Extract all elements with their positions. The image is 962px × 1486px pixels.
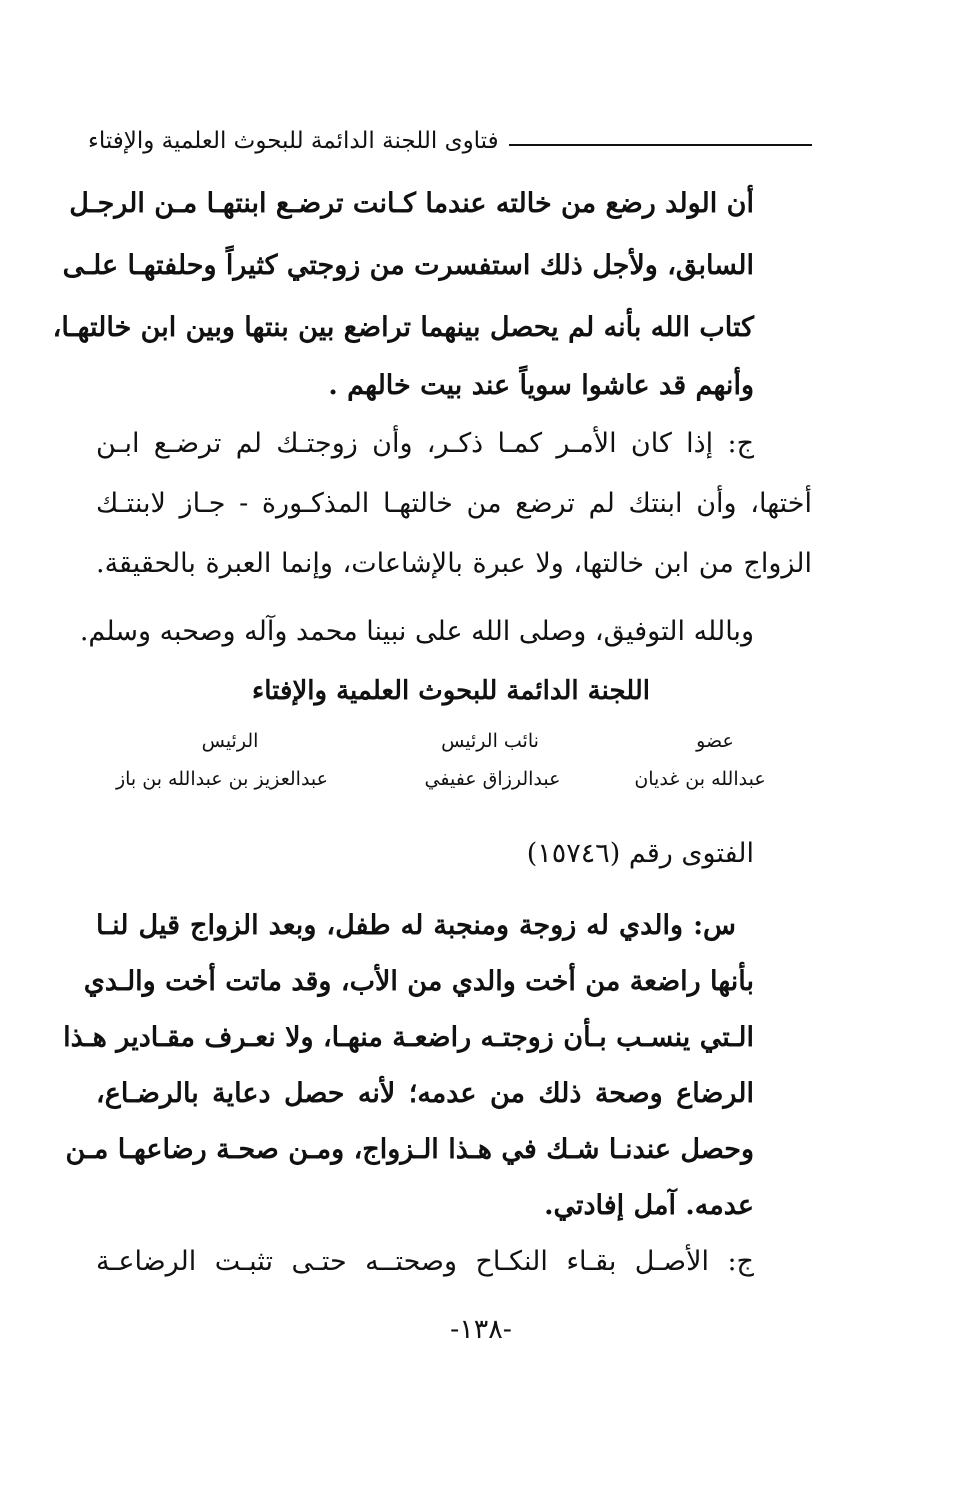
fatwa-number: الفتوى رقم (١٥٧٤٦) xyxy=(526,838,754,869)
question-line: وحصل عندنـا شـك في هـذا الـزواج، ومـن صحـة رضاعهـا مـن xyxy=(65,1134,754,1165)
question-line: عدمه. آمل إفادتي. xyxy=(544,1190,754,1221)
question-line: كتاب الله بأنه لم يحصل بينهما تراضع بين بنتها وبين ابن خالتهـا، xyxy=(52,312,754,343)
president-name: عبدالعزيز بن عبدالله بن باز xyxy=(115,768,329,790)
answer-line: الزواج من ابن خالتها، ولا عبرة بالإشاعات، وإنما العبرة بالحقيقة. xyxy=(96,548,812,579)
closing-line: وبالله التوفيق، وصلى الله على نبينا محمد وآله وصحبه وسلم. xyxy=(79,616,754,647)
running-header-title: فتاوى اللجنة الدائمة للبحوث العلمية والإفتاء xyxy=(88,128,499,154)
page-number: -١٣٨- xyxy=(450,1314,512,1345)
vice-president-name: عبدالرزاق عفيفي xyxy=(424,768,561,790)
answer-line: ج: الأصـل بقـاء النكـاح وصحتــه حتـى تثبـت الرضاعـة xyxy=(96,1246,754,1277)
member-name: عبدالله بن غديان xyxy=(634,768,766,790)
question-line: وأنهم قد عاشوا سوياً عند بيت خالهم . xyxy=(328,370,754,401)
answer-line: ج: إذا كان الأمـر كمـا ذكـر، وأن زوجتـك لم ترضـع ابـن xyxy=(96,428,754,459)
vice-president-role: نائب الرئيس xyxy=(441,730,539,752)
question-line: الـتي ينسـب بـأن زوجتـه راضعـة منهـا، ولا نعـرف مقـادير هـذا xyxy=(63,1022,754,1053)
question-line: بأنها راضعة من أخت والدي من الأب، وقد ماتت أخت والـدي xyxy=(83,966,754,997)
committee-title: اللجنة الدائمة للبحوث العلمية والإفتاء xyxy=(252,676,650,706)
header-rule xyxy=(509,144,812,146)
president-role: الرئيس xyxy=(201,730,259,752)
question-line: الرضاع وصحة ذلك من عدمه؛ لأنه حصل دعاية بالرضـاع، xyxy=(96,1078,754,1109)
question-line: س: والدي له زوجة ومنجبة له طفل، وبعد الزواج قيل لنـا xyxy=(96,910,736,941)
running-header xyxy=(88,128,812,154)
question-line: أن الولد رضع من خالته عندما كـانت ترضـع ابنتهـا مـن الرجـل xyxy=(69,188,754,219)
question-line: السابق، ولأجل ذلك استفسرت من زوجتي كثيراً وحلفتهـا علـى xyxy=(62,250,754,281)
member-role: عضو xyxy=(696,730,734,752)
answer-line: أختها، وأن ابنتك لم ترضع من خالتهـا المذكـورة - جـاز لابنتـك xyxy=(96,488,812,519)
